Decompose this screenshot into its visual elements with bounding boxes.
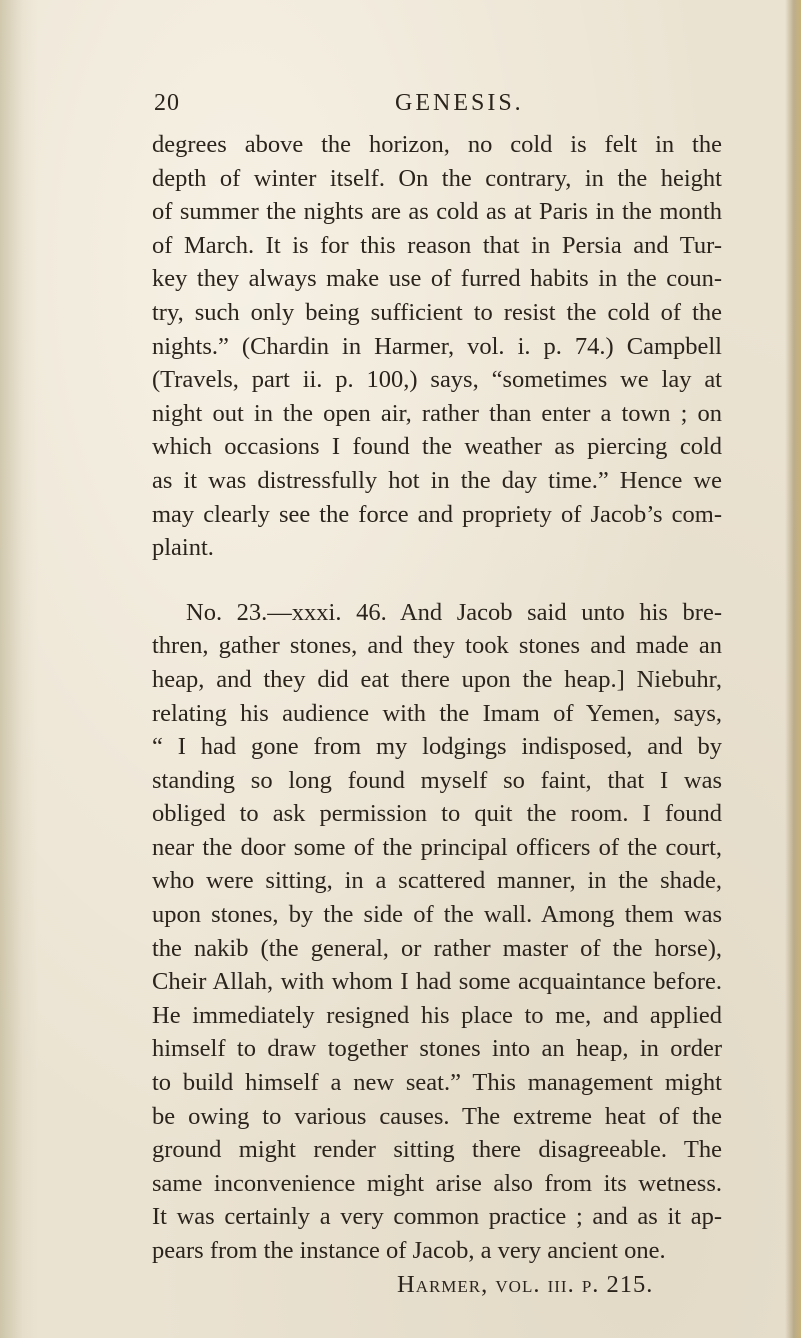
text-line: try, such only being sufficient to resist the cold of the bbox=[152, 298, 722, 326]
paragraph-gap bbox=[152, 565, 722, 596]
body-text bbox=[152, 128, 722, 1301]
text-line: of summer the nights are as cold as at Paris in the month bbox=[152, 198, 722, 226]
paragraph-chardin bbox=[152, 128, 722, 565]
text-line: plaint. bbox=[152, 534, 214, 562]
text-line: nights.” (Chardin in Harmer, vol. i. p. 74.) Campbell bbox=[152, 332, 722, 360]
text-line: degrees above the horizon, no cold is felt in the bbox=[152, 131, 722, 158]
text-line: (Travels, part ii. p. 100,) says, “sometimes we lay at bbox=[152, 366, 722, 394]
gutter-shadow bbox=[0, 0, 38, 1338]
text-line: as it was distressfully hot in the day time.” Hence we bbox=[152, 466, 722, 494]
text-line: relating his audience with the Imam of Yemen, says, bbox=[152, 699, 722, 727]
text-line: thren, gather stones, and they took stones and made an bbox=[152, 632, 722, 660]
text-line: depth of winter itself. On the contrary, in the height bbox=[152, 164, 722, 192]
text-line: be owing to various causes. The extreme heat of the bbox=[152, 1102, 722, 1130]
text-line: of March. It is for this reason that in Persia and Tur- bbox=[152, 231, 722, 259]
text-line: ground might render sitting there disagreeable. The bbox=[152, 1136, 722, 1164]
text-line: No. 23.—xxxi. 46. And Jacob said unto his bre- bbox=[186, 598, 722, 626]
text-line: pears from the instance of Jacob, a very ancient one. bbox=[152, 1237, 666, 1264]
page-edge bbox=[785, 0, 801, 1338]
text-line: night out in the open air, rather than enter a town ; on bbox=[152, 399, 722, 427]
text-line: same inconvenience might arise also from its wetness. bbox=[152, 1169, 722, 1197]
text-line: the nakib (the general, or rather master of the horse), bbox=[152, 934, 722, 962]
paragraph-no-23 bbox=[152, 596, 722, 1301]
page-header bbox=[0, 90, 801, 122]
text-line: upon stones, by the side of the wall. Among them was bbox=[152, 901, 722, 929]
text-line: who were sitting, in a scattered manner, in the shade, bbox=[152, 867, 722, 895]
text-line: Cheir Allah, with whom I had some acquaintance before. bbox=[152, 968, 722, 996]
text-line: heap, and they did eat there upon the heap.] Niebuhr, bbox=[152, 665, 722, 693]
text-line: may clearly see the force and propriety of Jacob’s com- bbox=[152, 500, 722, 528]
text-line: He immediately resigned his place to me, and applied bbox=[152, 1001, 722, 1029]
running-head: GENESIS. bbox=[395, 90, 524, 116]
text-line: key they always make use of furred habits in the coun- bbox=[152, 265, 722, 293]
text-line: to build himself a new seat.” This management might bbox=[152, 1069, 722, 1097]
text-line: near the door some of the principal officers of the court, bbox=[152, 833, 722, 861]
text-line: standing so long found myself so faint, that I was bbox=[152, 766, 722, 794]
citation: Harmer, vol. iii. p. 215. bbox=[397, 1270, 654, 1298]
text-line: It was certainly a very common practice ; and as it ap- bbox=[152, 1203, 722, 1231]
text-line: which occasions I found the weather as piercing cold bbox=[152, 433, 722, 461]
text-line: obliged to ask permission to quit the room. I found bbox=[152, 800, 722, 828]
text-line: “ I had gone from my lodgings indisposed, and by bbox=[152, 733, 722, 761]
page-number: 20 bbox=[154, 90, 180, 116]
text-line: himself to draw together stones into an heap, in order bbox=[152, 1035, 722, 1063]
